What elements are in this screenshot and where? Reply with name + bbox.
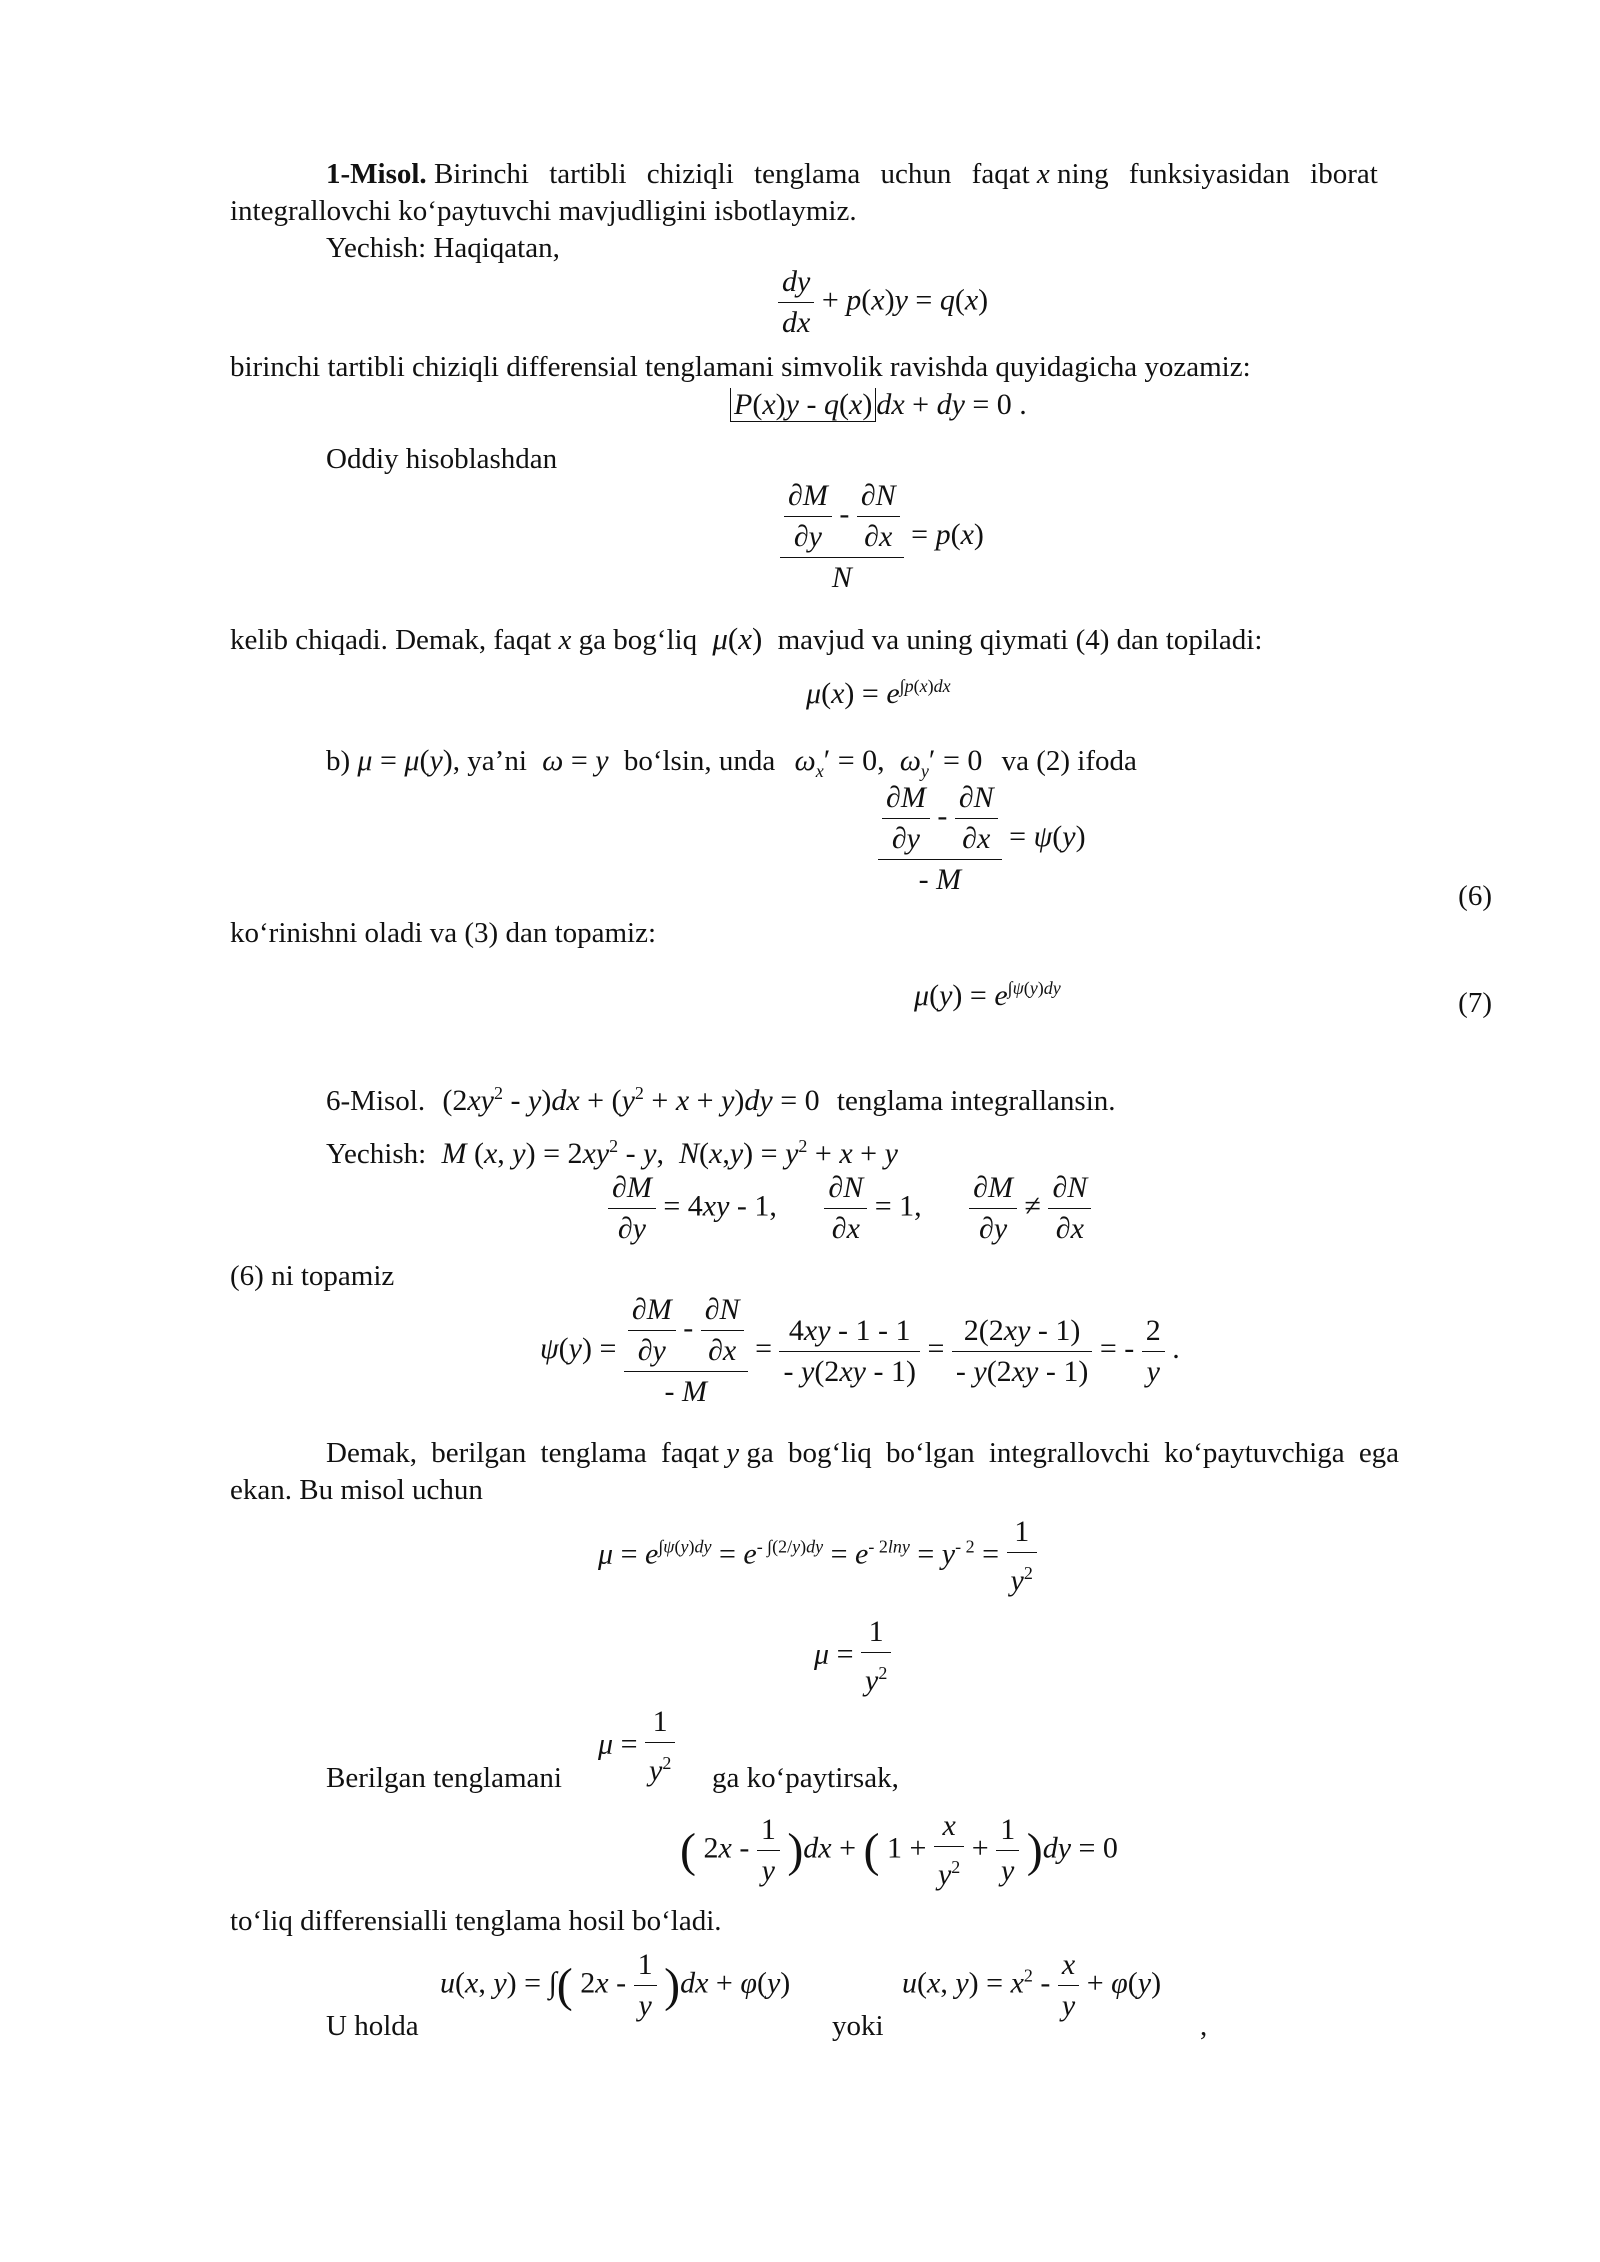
or-label: yoki xyxy=(832,2010,884,2042)
total-diff: to‘liq differensialli tenglama hosil bo‘ladi. xyxy=(230,1905,722,1937)
misol6-line: 6-Misol. $(2xy^2 - y)dx + (y^2 + x + y)dy = 0$ tenglama integrallansin. xyxy=(326,1083,1116,1117)
mu-x-inline: μ(x) xyxy=(712,621,763,656)
misol6-solution-label: Yechish: xyxy=(326,1138,427,1170)
conclusion-var: y xyxy=(726,1437,740,1469)
misol1-line2: integrallovchi ko‘paytuvchi mavjudligini isbotlaymiz. xyxy=(230,195,857,227)
then-label: U holda xyxy=(326,2010,419,2042)
equation-linear-ode: $\frac{dy}{dx}$ + p(x)y = q(x) xyxy=(778,262,988,343)
result-a: kelib chiqadi. Demak, faqat xyxy=(230,624,552,656)
equation-criterion-y: $\frac{\partial M}{\partial y}$ - $\frac{\partial N}{\partial x}$ - M = ψ(y) xyxy=(878,778,1086,900)
eq6-number: (6) xyxy=(1458,880,1492,912)
case-b-line: b) μ = μ(y), ya’ni ω = y bo‘lsin, unda $\omega_x' = 0$, $\omega_y' = 0$ va (2) ifoda xyxy=(326,744,1137,781)
case-b-text3: va (2) ifoda xyxy=(1001,745,1137,777)
simple-calc: Oddiy hisoblashdan xyxy=(326,443,558,475)
equation-partials: $\frac{\partial M}{\partial y}$ = 4xy - 1, $\frac{\partial N}{\partial x}$ = 1, $\frac{\partial M}{\partial y}$ ≠ $\frac{\partial N}{\partial x}$ xyxy=(608,1168,1091,1249)
equation-exact: ( 2x - $\frac{1}{y}$ )dx + ( 1 + $\frac{x}{y^2}$ + $\frac{1}{y}$ )dy = 0 xyxy=(680,1806,1118,1895)
after-eq6: ko‘rinishni oladi va (3) dan topamiz: xyxy=(230,917,657,949)
multiply-a: Berilgan tenglamani xyxy=(326,1762,562,1794)
case-b-text1: , ya’ni xyxy=(452,745,527,777)
conclusion-b: ga bog‘liq bo‘lgan integrallovchi ko‘paytuvchiga ega xyxy=(746,1437,1400,1469)
solution-intro: Yechish: Haqiqatan, xyxy=(326,232,560,264)
misol1-line1 xyxy=(326,156,1492,193)
equation-u-integral: u(x, y) = ∫( 2x - $\frac{1}{y}$ )dx + φ(y) xyxy=(440,1945,790,2026)
equation-criterion-x: $\frac{\partial M}{\partial y}$ - $\frac{\partial N}{\partial x}$ N = p(x) xyxy=(780,476,984,598)
misol1-var: x xyxy=(1036,158,1050,190)
equation-mu-computation: $\mu = e^{\int\psi(y)dy} = e^{- \int(2/y)dy} = e^{- 2lny} = y^{- 2}$ = $\frac{1}{y^2}$ xyxy=(598,1512,1037,1601)
misol6-title: 6-Misol. xyxy=(326,1085,426,1117)
case-b-label: b) xyxy=(326,745,351,777)
result-line xyxy=(230,620,1262,659)
symbolic-line: birinchi tartibli chiziqli differensial tenglamani simvolik ravishda quyidagicha yozamiz: xyxy=(230,351,1251,383)
case-b-text2: bo‘lsin, unda xyxy=(623,745,776,777)
multiply-b: ga ko‘paytirsak, xyxy=(712,1762,899,1794)
equation-u-result: u(x, $y) = x^2$ - $\frac{x}{y}$ + φ(y) xyxy=(902,1945,1161,2026)
find-6: (6) ni topamiz xyxy=(230,1260,395,1292)
trailing-comma: , xyxy=(1200,2010,1208,2042)
misol1-title: 1-Misol. xyxy=(326,158,427,190)
result-b: ga bog‘liq xyxy=(578,624,698,656)
misol1-intro: Birinchi tartibli chiziqli tenglama uchun faqat xyxy=(433,158,1030,190)
misol1-intro-2: ning funksiyasidan iborat xyxy=(1057,158,1378,190)
equation-mu-y: $\mu(y) = e^{\int\psi(y)dy}$ xyxy=(914,978,1061,1012)
equation-mu-x: $\mu(x) = e^{\int p(x)dx}$ xyxy=(806,676,951,710)
conclusion-a: Demak, berilgan tenglama faqat xyxy=(326,1437,720,1469)
result-c: mavjud va uning qiymati (4) dan topiladi: xyxy=(777,624,1263,656)
result-var: x xyxy=(558,624,572,656)
equation-mu-result: μ = $\frac{1}{y^2}$ xyxy=(814,1612,891,1701)
conclusion-line2: ekan. Bu misol uchun xyxy=(230,1474,483,1506)
misol6-solution: Yechish: M (x, $y) = 2xy^2 - y$, $N(x,y) = y^2 + x + y$ xyxy=(326,1136,898,1170)
misol6-tail: tenglama integrallansin. xyxy=(836,1085,1116,1117)
equation-mu-inline: μ = $\frac{1}{y^2}$ xyxy=(598,1702,675,1791)
eq7-number: (7) xyxy=(1458,987,1492,1019)
equation-psi-y: ψ(y) = $\frac{\partial M}{\partial y}$ - $\frac{\partial N}{\partial x}$ - M = $\frac{4xy - 1 - 1}{- y(2xy - 1)}$ = $\frac{2(2xy - 1)}{- y(2xy - 1)}$ = - $\frac{2}{y}$ . xyxy=(540,1290,1180,1412)
conclusion-line1 xyxy=(326,1435,1492,1472)
equation-symbolic: P(x)y - q(x) dx + dy = 0 . xyxy=(730,386,1027,423)
